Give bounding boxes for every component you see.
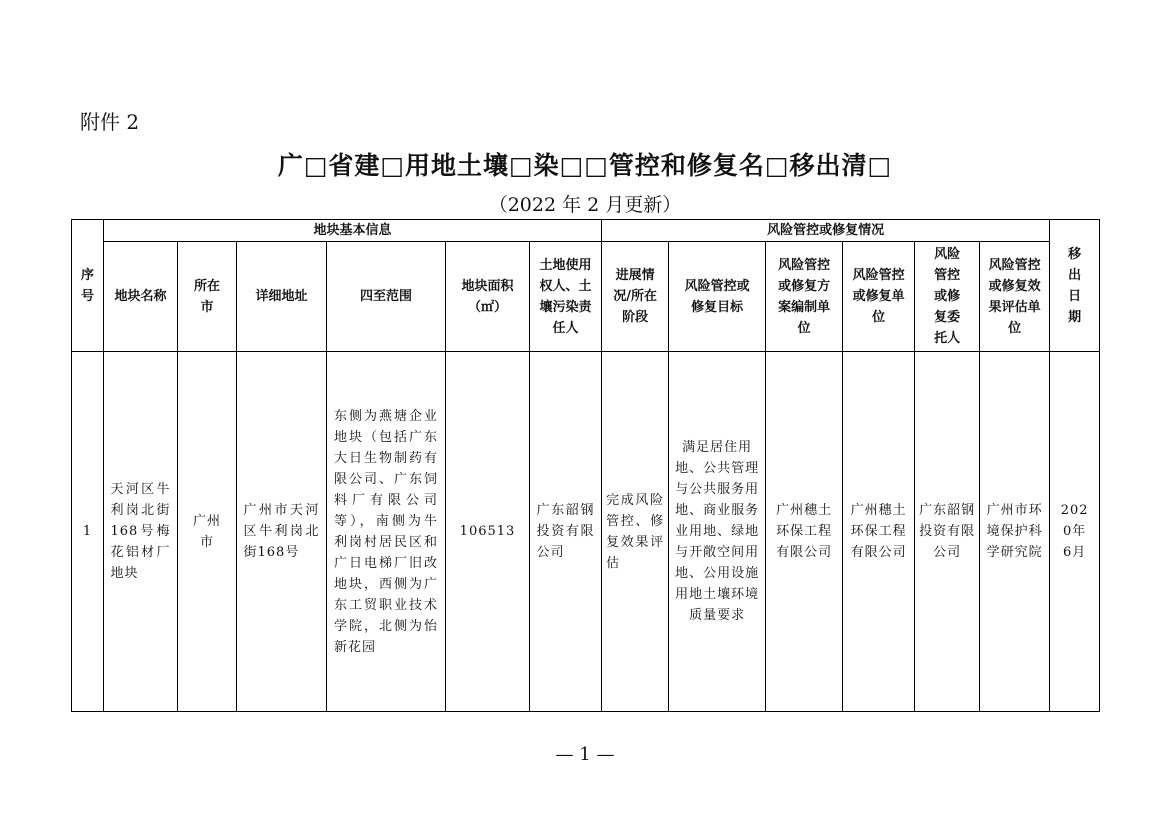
attachment-label: 附件 2 (80, 110, 140, 134)
cell-plan-unit: 广州穗土环保工程有限公司 (766, 352, 843, 712)
col-header-exec-unit: 风险管控或修复单位 (843, 242, 915, 352)
col-header-client: 风险管控或修复委托人 (915, 242, 980, 352)
cell-name: 天河区牛利岗北街168号梅花铝材厂地块 (104, 352, 178, 712)
cell-target: 满足居住用地、公共管理与公共服务用地、商业服务业用地、绿地与开敞空间用地、公用设施用地土壤环境质量要求 (669, 352, 766, 712)
document-title: 广□省建□用地土壤□染□□管控和修复名□移出清□ (277, 151, 893, 180)
col-header-progress: 进展情况/所在阶段 (602, 242, 669, 352)
col-header-owner: 土地使用权人、土壤污染责任人 (530, 242, 602, 352)
cell-client: 广东韶钢投资有限公司 (915, 352, 980, 712)
col-header-seq: 序号 (72, 220, 104, 352)
table-row (72, 352, 1100, 712)
group-header-row (72, 220, 1100, 242)
cell-city: 广州市 (178, 352, 237, 712)
col-header-plan-unit: 风险管控或修复方案编制单位 (766, 242, 843, 352)
col-header-area: 地块面积（㎡） (446, 242, 530, 352)
page-number: — 1 — (555, 744, 615, 765)
cell-removal-date: 2020年6月 (1050, 352, 1100, 712)
cell-seq: 1 (72, 352, 104, 712)
col-header-boundary: 四至范围 (327, 242, 446, 352)
removal-list-table (71, 219, 1100, 712)
cell-address: 广州市天河区牛利岗北街168号 (237, 352, 327, 712)
col-header-city: 所在市 (178, 242, 237, 352)
cell-progress: 完成风险管控、修复效果评估 (602, 352, 669, 712)
cell-boundary: 东侧为燕塘企业地块（包括广东大日生物制药有限公司、广东饲料厂有限公司等），南侧为牛利岗村居民区和广日电梯厂旧改地块，西侧为广东工贸职业技术学院，北侧为怡新花园 (327, 352, 446, 712)
column-header-row (72, 242, 1100, 352)
cell-exec-unit: 广州穗土环保工程有限公司 (843, 352, 915, 712)
col-header-name: 地块名称 (104, 242, 178, 352)
cell-area: 106513 (446, 352, 530, 712)
document-subtitle: （2022 年 2 月更新） (488, 194, 682, 216)
group-header-basic: 地块基本信息 (104, 220, 602, 242)
col-header-address: 详细地址 (237, 242, 327, 352)
group-header-risk: 风险管控或修复情况 (602, 220, 1050, 242)
col-header-eval-unit: 风险管控或修复效果评估单位 (980, 242, 1050, 352)
col-header-removal-date: 移出日期 (1050, 220, 1100, 352)
cell-owner: 广东韶钢投资有限公司 (530, 352, 602, 712)
col-header-target: 风险管控或修复目标 (669, 242, 766, 352)
cell-eval-unit: 广州市环境保护科学研究院 (980, 352, 1050, 712)
